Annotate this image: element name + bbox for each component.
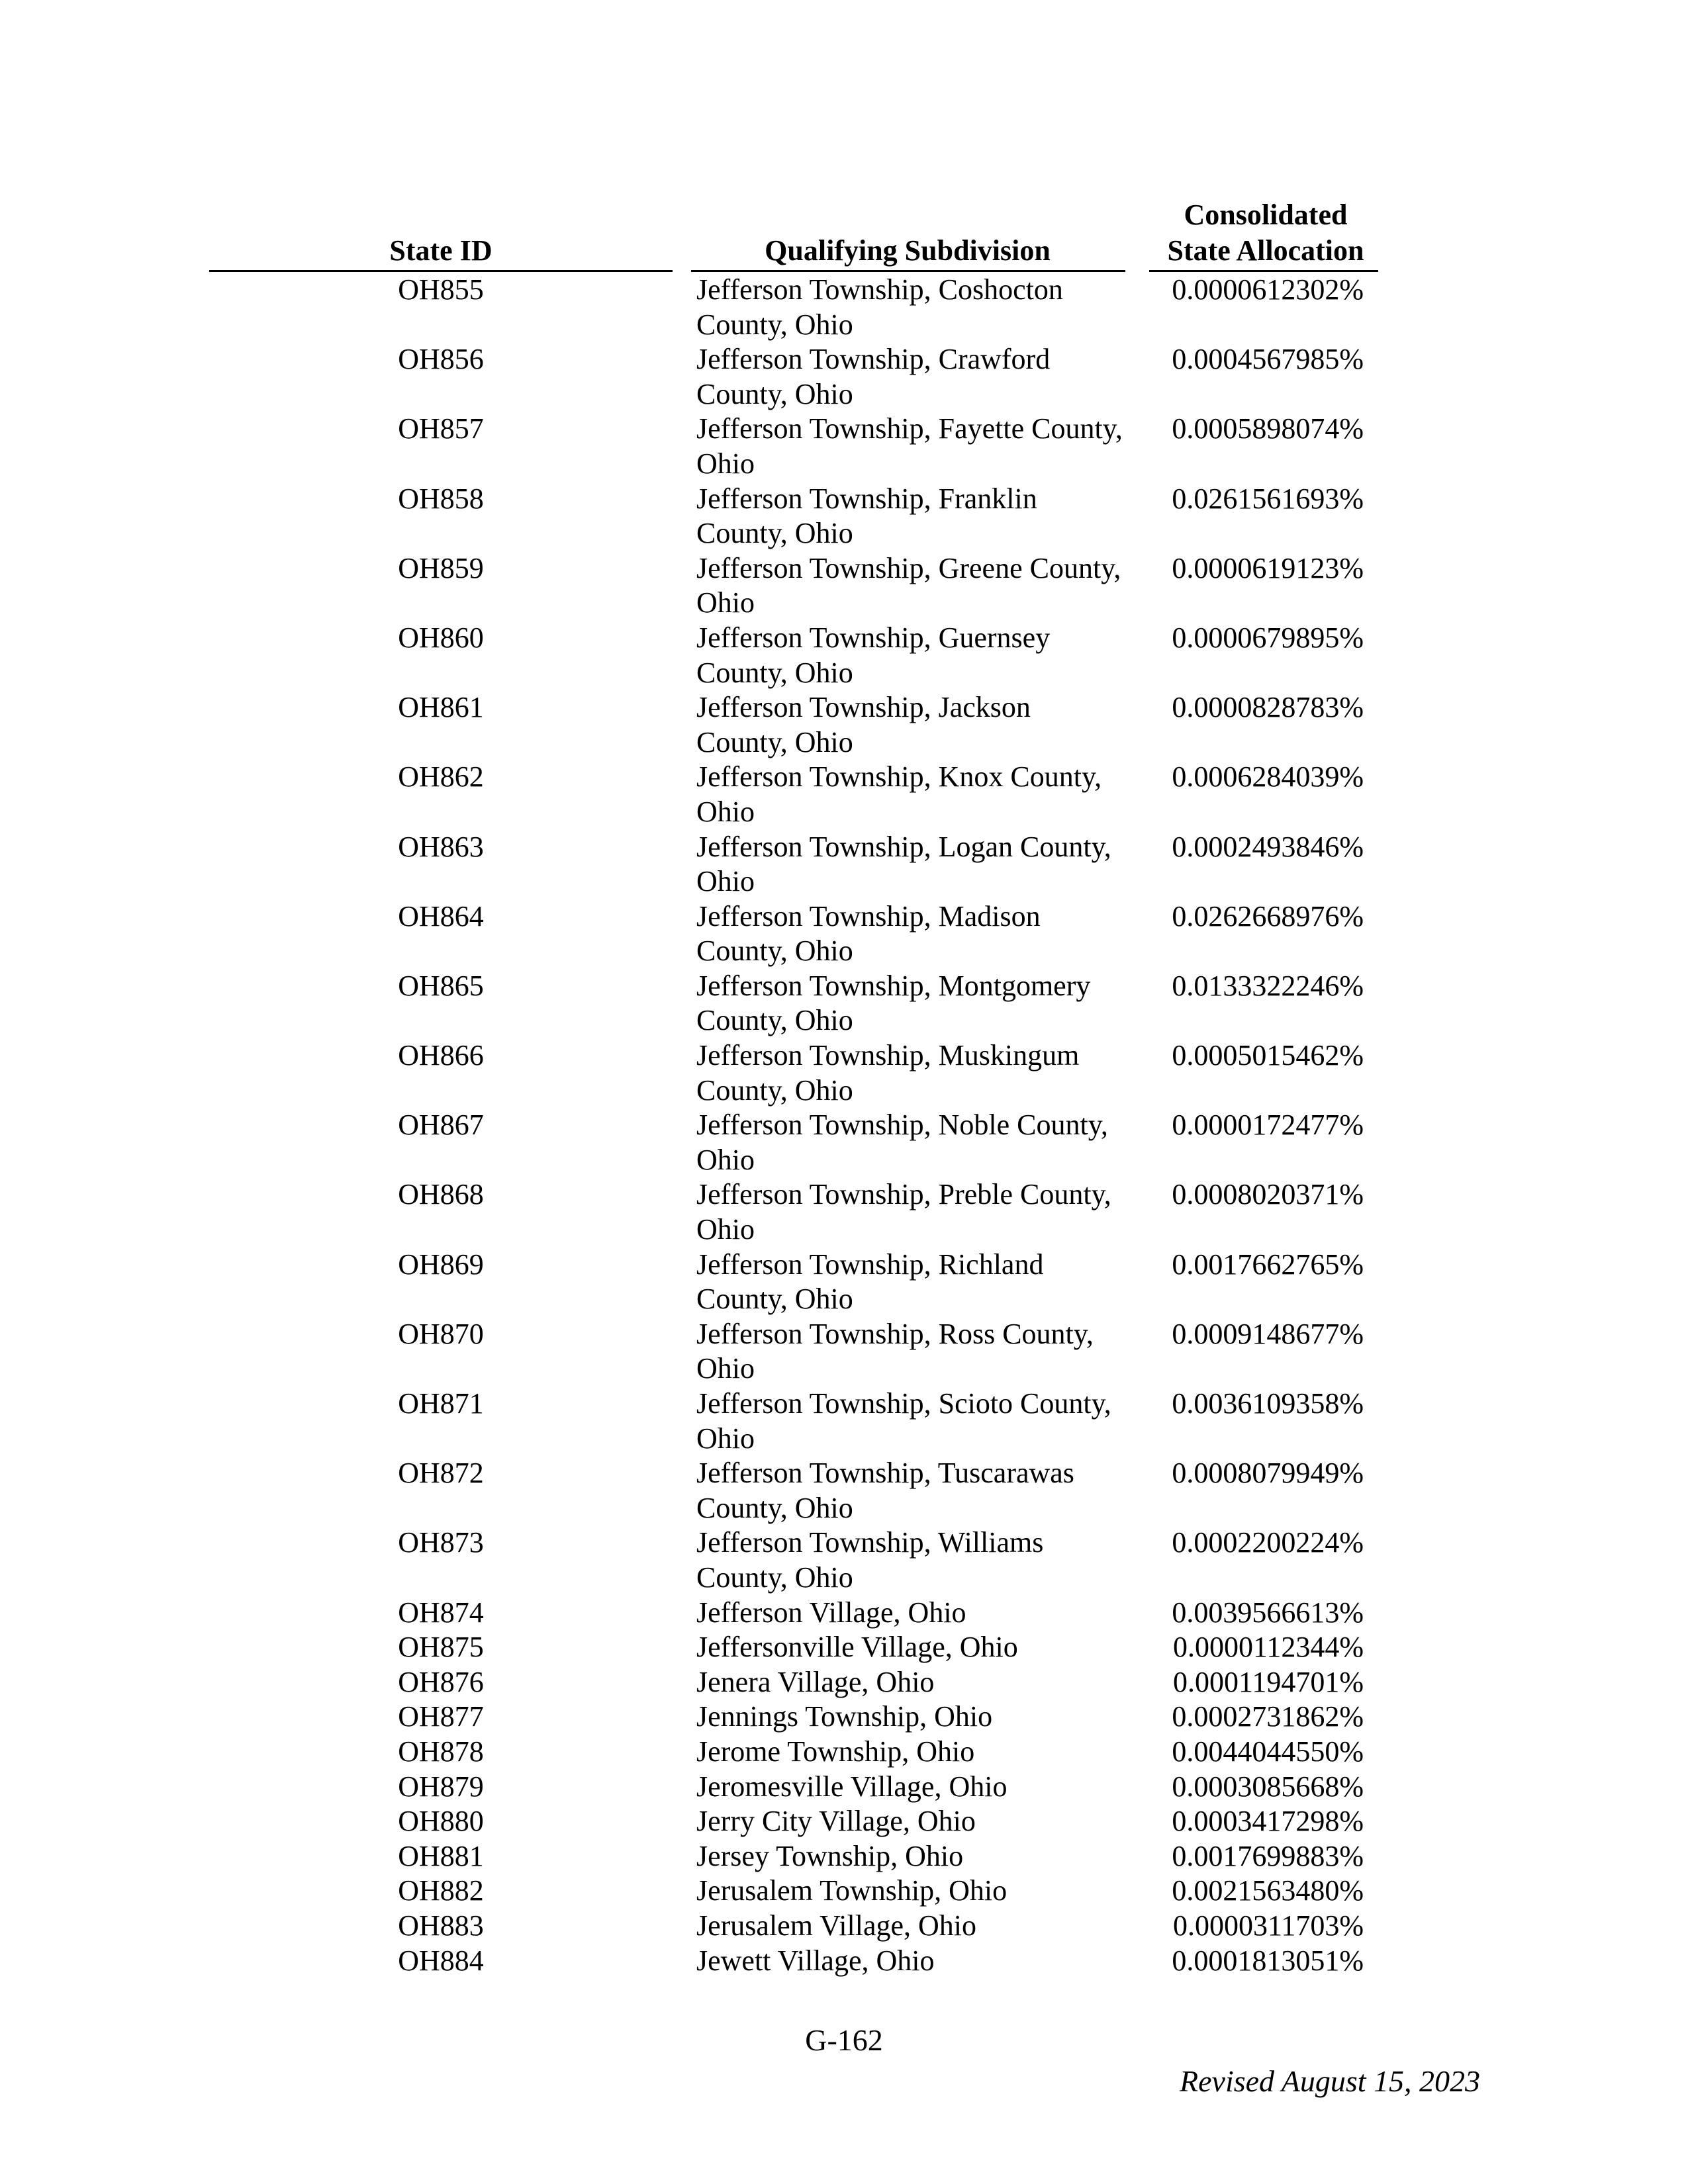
- state-id-cell: OH859: [398, 551, 484, 584]
- table-row: [0, 1944, 1688, 1979]
- state-id-cell: OH880: [398, 1805, 484, 1838]
- state-id-cell: OH860: [398, 621, 484, 654]
- subdivision-cell: Jenera Village, Ohio: [696, 1665, 935, 1698]
- state-id-cell: OH876: [398, 1665, 484, 1698]
- allocation-cell: 0.0039566613%: [1172, 1596, 1364, 1629]
- subdivision-cell: Jefferson Township, Franklin County, Ohio: [696, 482, 1037, 550]
- subdivision-cell: Jefferson Township, Jackson County, Ohio: [696, 691, 1031, 758]
- subdivision-cell: Jewett Village, Ohio: [696, 1944, 935, 1977]
- allocation-cell: 0.0133322246%: [1172, 969, 1364, 1002]
- state-id-cell: OH858: [398, 482, 484, 515]
- table-row: [0, 1177, 1688, 1247]
- table-row: [0, 1317, 1688, 1387]
- allocation-cell: 0.0021563480%: [1172, 1874, 1364, 1907]
- allocation-cell: 0.0261561693%: [1172, 482, 1364, 515]
- table-row: [0, 1700, 1688, 1735]
- allocation-table-body: [0, 273, 1688, 1978]
- subdivision-cell: Jerusalem Village, Ohio: [696, 1909, 977, 1942]
- state-id-cell: OH883: [398, 1909, 484, 1942]
- subdivision-cell: Jennings Township, Ohio: [696, 1700, 993, 1733]
- header-rule-subdivision: [691, 270, 1125, 272]
- state-id-cell: OH873: [398, 1526, 484, 1559]
- subdivision-cell: Jefferson Township, Noble County, Ohio: [696, 1109, 1108, 1176]
- state-id-cell: OH872: [398, 1457, 484, 1490]
- allocation-cell: 0.0009148677%: [1172, 1317, 1364, 1350]
- state-id-cell: OH879: [398, 1770, 484, 1803]
- allocation-cell: 0.0000112344%: [1172, 1631, 1364, 1664]
- table-row: [0, 342, 1688, 412]
- state-id-cell: OH868: [398, 1178, 484, 1211]
- subdivision-cell: Jefferson Township, Richland County, Ohio: [696, 1248, 1044, 1316]
- allocation-cell: 0.0000172477%: [1172, 1109, 1364, 1142]
- allocation-cell: 0.0003417298%: [1172, 1805, 1364, 1838]
- table-row: [0, 1804, 1688, 1839]
- table-row: [0, 1108, 1688, 1177]
- table-row: [0, 1038, 1688, 1108]
- allocation-cell: 0.0000311703%: [1172, 1909, 1364, 1942]
- table-row: [0, 1909, 1688, 1944]
- subdivision-cell: Jefferson Township, Logan County, Ohio: [696, 830, 1111, 898]
- allocation-cell: 0.0006284039%: [1172, 760, 1364, 794]
- state-id-cell: OH855: [398, 273, 484, 306]
- subdivision-cell: Jefferson Township, Preble County, Ohio: [696, 1178, 1111, 1246]
- state-id-cell: OH866: [398, 1039, 484, 1072]
- state-id-cell: OH874: [398, 1596, 484, 1629]
- allocation-cell: 0.0008020371%: [1172, 1178, 1364, 1211]
- table-row: [0, 690, 1688, 760]
- subdivision-cell: Jefferson Township, Williams County, Ohio: [696, 1526, 1044, 1594]
- state-id-cell: OH870: [398, 1317, 484, 1350]
- allocation-cell: 0.0036109358%: [1172, 1387, 1364, 1420]
- allocation-cell: 0.0005898074%: [1172, 412, 1364, 445]
- subdivision-cell: Jerusalem Township, Ohio: [696, 1874, 1008, 1907]
- allocation-cell: 0.0262668976%: [1172, 899, 1364, 933]
- table-row: [0, 1248, 1688, 1317]
- state-id-cell: OH869: [398, 1248, 484, 1281]
- allocation-cell: 0.0000619123%: [1172, 551, 1364, 584]
- subdivision-cell: Jefferson Township, Scioto County, Ohio: [696, 1387, 1111, 1455]
- table-row: [0, 1665, 1688, 1700]
- state-id-cell: OH863: [398, 830, 484, 863]
- state-id-cell: OH861: [398, 691, 484, 724]
- revised-date: Revised August 15, 2023: [1180, 2064, 1480, 2098]
- subdivision-cell: Jerry City Village, Ohio: [696, 1805, 976, 1838]
- state-id-cell: OH881: [398, 1839, 484, 1872]
- table-row: [0, 1596, 1688, 1631]
- subdivision-cell: Jefferson Township, Guernsey County, Ohio: [696, 621, 1051, 689]
- table-row: [0, 412, 1688, 481]
- state-id-cell: OH857: [398, 412, 484, 445]
- state-id-cell: OH877: [398, 1700, 484, 1733]
- header-allocation-line2: State Allocation: [1167, 234, 1364, 267]
- allocation-cell: 0.0000828783%: [1172, 691, 1364, 724]
- subdivision-cell: Jefferson Township, Madison County, Ohio: [696, 899, 1041, 968]
- table-row: [0, 551, 1688, 621]
- state-id-cell: OH865: [398, 969, 484, 1002]
- allocation-cell: 0.0000679895%: [1172, 621, 1364, 654]
- state-id-cell: OH867: [398, 1109, 484, 1142]
- subdivision-cell: Jefferson Township, Coshocton County, Ohio: [696, 273, 1063, 341]
- allocation-cell: 0.0008079949%: [1172, 1457, 1364, 1490]
- state-id-cell: OH864: [398, 899, 484, 933]
- table-row: [0, 969, 1688, 1038]
- subdivision-cell: Jefferson Township, Montgomery County, Ohio: [696, 969, 1091, 1037]
- header-state-id: State ID: [389, 234, 492, 267]
- allocation-cell: 0.0001194701%: [1172, 1665, 1364, 1698]
- table-row: [0, 1874, 1688, 1909]
- subdivision-cell: Jefferson Township, Muskingum County, Ohio: [696, 1039, 1080, 1107]
- subdivision-cell: Jefferson Village, Ohio: [696, 1596, 966, 1629]
- allocation-cell: 0.0005015462%: [1172, 1039, 1364, 1072]
- allocation-cell: 0.0002200224%: [1172, 1526, 1364, 1559]
- subdivision-cell: Jefferson Township, Crawford County, Ohio: [696, 343, 1051, 410]
- subdivision-cell: Jefferson Township, Ross County, Ohio: [696, 1317, 1094, 1385]
- state-id-cell: OH856: [398, 343, 484, 376]
- table-row: [0, 899, 1688, 969]
- subdivision-cell: Jefferson Township, Tuscarawas County, Ohio: [696, 1457, 1074, 1524]
- header-rule-allocation: [1149, 270, 1378, 272]
- subdivision-cell: Jeffersonville Village, Ohio: [696, 1631, 1018, 1664]
- allocation-cell: 0.0003085668%: [1172, 1770, 1364, 1803]
- state-id-cell: OH862: [398, 760, 484, 794]
- table-row: [0, 1839, 1688, 1874]
- allocation-cell: 0.0002731862%: [1172, 1700, 1364, 1733]
- state-id-cell: OH875: [398, 1631, 484, 1664]
- header-allocation-line1: Consolidated: [1184, 199, 1348, 231]
- subdivision-cell: Jeromesville Village, Ohio: [696, 1770, 1008, 1803]
- table-row: [0, 760, 1688, 829]
- subdivision-cell: Jersey Township, Ohio: [696, 1839, 964, 1872]
- subdivision-cell: Jefferson Township, Greene County, Ohio: [696, 551, 1121, 619]
- state-id-cell: OH871: [398, 1387, 484, 1420]
- state-id-cell: OH884: [398, 1944, 484, 1977]
- state-id-cell: OH878: [398, 1735, 484, 1768]
- header-consolidated-state-allocation: [1153, 197, 1378, 269]
- table-row: [0, 1387, 1688, 1456]
- table-row: [0, 1735, 1688, 1770]
- state-id-cell: OH882: [398, 1874, 484, 1907]
- table-row: [0, 1456, 1688, 1525]
- allocation-cell: 0.0001813051%: [1172, 1944, 1364, 1977]
- table-row: [0, 1525, 1688, 1595]
- allocation-cell: 0.0017662765%: [1172, 1248, 1364, 1281]
- allocation-cell: 0.0000612302%: [1172, 273, 1364, 306]
- allocation-cell: 0.0004567985%: [1172, 343, 1364, 376]
- subdivision-cell: Jerome Township, Ohio: [696, 1735, 975, 1768]
- allocation-cell: 0.0017699883%: [1172, 1839, 1364, 1872]
- header-rule-state-id: [209, 270, 673, 272]
- table-row: [0, 273, 1688, 342]
- table-row: [0, 482, 1688, 551]
- table-row: [0, 1630, 1688, 1665]
- header-qualifying-subdivision: Qualifying Subdivision: [765, 234, 1051, 267]
- table-row: [0, 830, 1688, 899]
- allocation-cell: 0.0044044550%: [1172, 1735, 1364, 1768]
- page-number: G-162: [805, 2023, 883, 2057]
- subdivision-cell: Jefferson Township, Fayette County, Ohio: [696, 412, 1123, 480]
- table-row: [0, 621, 1688, 690]
- table-row: [0, 1770, 1688, 1805]
- subdivision-cell: Jefferson Township, Knox County, Ohio: [696, 760, 1102, 828]
- allocation-cell: 0.0002493846%: [1172, 830, 1364, 863]
